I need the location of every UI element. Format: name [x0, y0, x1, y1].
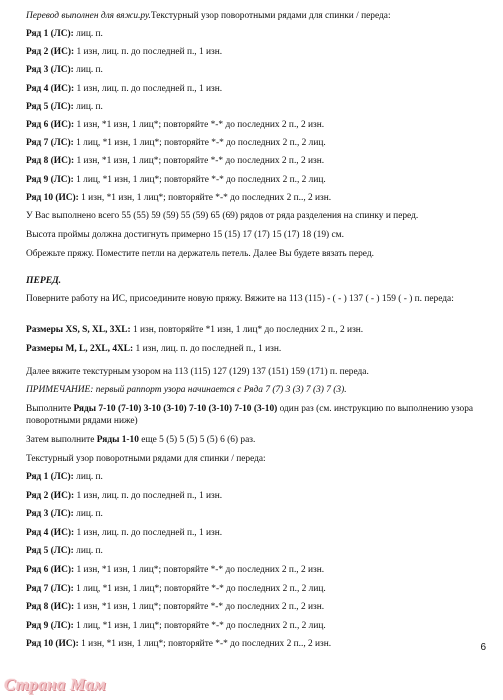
row-text: лиц. п.	[73, 509, 103, 520]
pattern-row	[26, 28, 489, 40]
pattern-row	[26, 620, 489, 632]
paragraph-rows-done: У Вас выполнено всего 55 (55) 59 (59) 55 (59) 65 (69) рядов от ряда разделения на спинку и перед.	[26, 211, 419, 221]
row-label: Ряд 8 (ИС):	[26, 602, 75, 613]
row-label: Ряд 3 (ЛС):	[26, 509, 74, 520]
sizes-text-1: 1 изн, повторяйте *1 изн, 1 лиц* до последних 2 п., 2 изн.	[130, 325, 364, 335]
row-label: Ряд 8 (ИС):	[26, 156, 75, 167]
do-rows-bold: Ряды 7-10 (7-10) 3-10 (3-10) 7-10 (3-10) 7-10 (3-10)	[73, 404, 278, 414]
pattern-row	[26, 638, 489, 650]
pattern-row	[26, 490, 489, 502]
pattern-row	[26, 137, 489, 149]
row-text: 1 изн, *1 изн, 1 лиц*; повторяйте *-* до последних 2 п., 2 изн.	[74, 602, 325, 613]
row-label: Ряд 10 (ИС):	[26, 639, 79, 650]
row-label: Ряд 6 (ИС):	[26, 565, 75, 575]
row-text: 1 изн, *1 изн, 1 лиц*; повторяйте *-* до последних 2 п., 2 изн.	[74, 120, 325, 130]
row-label: Ряд 1 (ЛС):	[26, 472, 74, 482]
pattern-title-2: Текстурный узор поворотными рядами для спинки / переда:	[26, 454, 266, 464]
row-text: 1 лиц, *1 изн, 1 лиц*; повторяйте *-* до последних 2 п., 2 лиц.	[73, 174, 326, 185]
row-text: 1 лиц, *1 изн, 1 лиц*; повторяйте *-* до последних 2 п., 2 лиц.	[73, 583, 326, 594]
pattern-row	[26, 46, 489, 58]
pattern-row	[26, 527, 489, 539]
pattern-row	[26, 508, 489, 520]
pattern-row	[26, 101, 489, 113]
sizes-text-2: 1 изн, лиц. п. до последней п., 1 изн.	[133, 344, 282, 354]
watermark-logo: Страна Мам	[4, 675, 107, 694]
row-label: Ряд 4 (ИС):	[26, 527, 75, 538]
row-label: Ряд 2 (ИС):	[26, 47, 75, 58]
row-label: Ряд 9 (ЛС):	[26, 620, 74, 631]
paragraph-continue: Далее вяжите текстурным узором на 113 (115) 127 (129) 137 (151) 159 (171) п. переда.	[26, 367, 369, 377]
row-label: Ряд 5 (ЛС):	[26, 546, 74, 557]
pattern-row	[26, 601, 489, 613]
front-heading: ПЕРЕД.	[26, 275, 62, 286]
row-label: Ряд 2 (ИС):	[26, 490, 75, 501]
sizes-label-1: Размеры XS, S, XL, 3XL:	[26, 325, 131, 335]
row-text: 1 изн, *1 изн, 1 лиц*; повторяйте *-* до последних 2 п., 2 изн.	[74, 156, 325, 167]
row-label: Ряд 3 (ЛС):	[26, 65, 74, 76]
note: ПРИМЕЧАНИЕ: первый раппорт узора начинается с Ряда 7 (7) 3 (3) 7 (3) 7 (3).	[26, 385, 347, 395]
row-text: 1 лиц, *1 изн, 1 лиц*; повторяйте *-* до последних 2 п., 2 лиц.	[73, 620, 326, 631]
paragraph-then	[26, 434, 489, 446]
row-text: 1 изн, лиц. п. до последней п., 1 изн.	[74, 490, 223, 501]
row-label: Ряд 7 (ЛС):	[26, 583, 74, 594]
row-text: 1 изн, *1 изн, 1 лиц*; повторяйте *-* до последних 2 п., 2 изн.	[74, 565, 325, 575]
pattern-row	[26, 174, 489, 186]
paragraph-do-rows	[26, 403, 489, 427]
row-text: лиц. п.	[73, 472, 103, 482]
pattern-row	[26, 564, 489, 576]
pattern-row	[26, 471, 489, 483]
row-text: 1 изн, лиц. п. до последней п., 1 изн.	[74, 83, 223, 94]
do-rows-pre: Выполните	[26, 404, 74, 414]
row-text: лиц. п.	[73, 546, 103, 557]
source-note: Перевод выполнен для вяжи.ру.	[26, 11, 151, 21]
sizes-label-2: Размеры M, L, 2XL, 4XL:	[26, 344, 134, 354]
then-pre: Затем выполните	[26, 435, 97, 445]
row-text: 1 лиц, *1 изн, 1 лиц*; повторяйте *-* до последних 2 п., 2 лиц.	[73, 138, 326, 149]
row-text: 1 изн, лиц. п. до последней п., 1 изн.	[74, 47, 223, 58]
pattern-row	[26, 545, 489, 557]
row-label: Ряд 4 (ИС):	[26, 83, 75, 94]
sizes-line-1	[26, 324, 489, 336]
row-label: Ряд 1 (ЛС):	[26, 29, 74, 39]
row-text: 1 изн, *1 изн, 1 лиц*; повторяйте *-* до последних 2 п.., 2 изн.	[78, 639, 332, 650]
sizes-line-2	[26, 343, 489, 355]
page-number: 6	[480, 642, 486, 653]
pattern-row	[26, 192, 489, 204]
row-label: Ряд 7 (ЛС):	[26, 138, 74, 149]
pattern-title: Текстурный узор поворотными рядами для спинки / переда:	[150, 11, 391, 21]
paragraph-armhole-height: Высота проймы должна достигнуть примерно 15 (15) 17 (17) 15 (17) 18 (19) см.	[26, 230, 344, 240]
row-label: Ряд 5 (ЛС):	[26, 101, 74, 112]
pattern-row	[26, 155, 489, 167]
then-bold: Ряды 1-10	[96, 435, 139, 445]
row-text: лиц. п.	[73, 29, 103, 39]
pattern-row	[26, 119, 489, 131]
do-rows-post: один раз (см. инструкцию по выполнению узора поворотными рядами ниже)	[26, 404, 474, 426]
row-label: Ряд 9 (ЛС):	[26, 174, 74, 185]
row-text: 1 изн, *1 изн, 1 лиц*; повторяйте *-* до последних 2 п.., 2 изн.	[78, 192, 332, 203]
paragraph-turn-work: Поверните работу на ИС, присоедините новую пряжу. Вяжите на 113 (115) - ( - ) 137 ( - ) 159 ( - ) п. переда:	[26, 294, 454, 304]
pattern-row	[26, 583, 489, 595]
then-post: еще 5 (5) 5 (5) 5 (5) 6 (6) раз.	[138, 435, 256, 445]
intro-line	[26, 10, 489, 22]
row-label: Ряд 6 (ИС):	[26, 120, 75, 130]
paragraph-cut-yarn: Обрежьте пряжу. Поместите петли на держатель петель. Далее Вы будете вязать перед.	[26, 249, 374, 259]
pattern-row	[26, 83, 489, 95]
pattern-row	[26, 64, 489, 76]
row-label: Ряд 10 (ИС):	[26, 192, 79, 203]
row-text: лиц. п.	[73, 101, 103, 112]
row-text: лиц. п.	[73, 65, 103, 76]
row-text: 1 изн, лиц. п. до последней п., 1 изн.	[74, 527, 223, 538]
